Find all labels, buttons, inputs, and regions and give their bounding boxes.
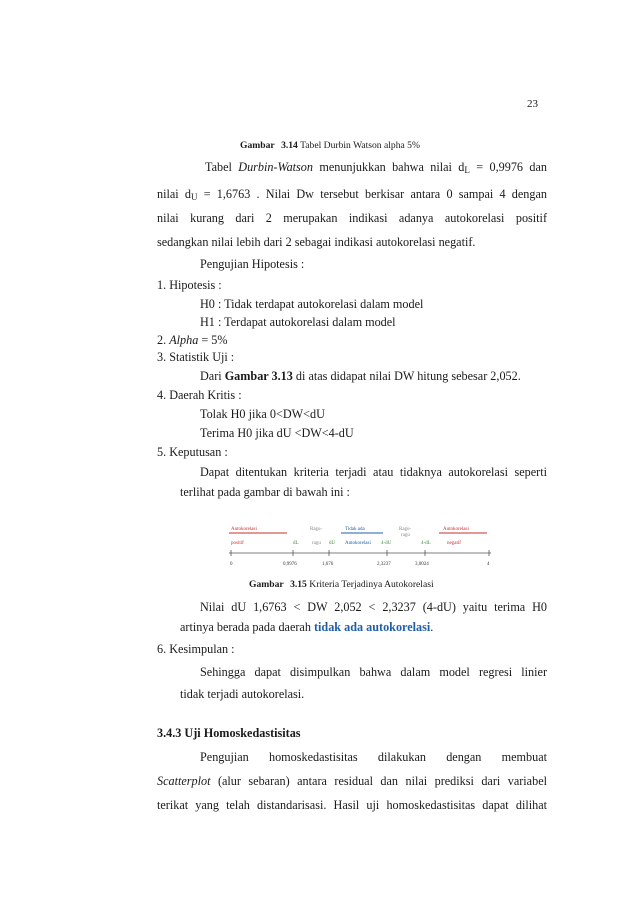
keputusan-line2: terlihat pada gambar di bawah ini :: [180, 485, 350, 499]
region-4-label-b: ragu: [401, 533, 410, 538]
keputusan-line1: Dapat ditentukan kriteria terjadi atau tidaknya autokorelasi seperti: [200, 465, 547, 479]
figure-caption-3-15: [249, 579, 434, 591]
caption-label: Gambar: [240, 140, 275, 151]
section-para-line2: Scatterplot (alur sebaran) antara residual dan nilai prediksi dari variabel: [157, 774, 547, 788]
para1-line1: Tabel Durbin-Watson menunjukkan bahwa nilai $d_L = 0,9976$ dan: [205, 160, 547, 175]
item-3-text: Dari Gambar 3.13 di atas didapat nilai DW hitung sebesar 2,052.: [200, 369, 521, 383]
item-4: 4. Daerah Kritis :: [157, 388, 242, 402]
tick-3-0024: 3,0024: [415, 562, 429, 567]
dw-criteria-diagram: [225, 524, 495, 572]
region-2-label-b: ragu: [312, 541, 321, 546]
marker-du: dU: [329, 541, 336, 546]
section-heading: 3.4.3 Uji Homoskedastisitas: [157, 726, 301, 740]
region-1-label-b: positif: [231, 541, 244, 546]
tick-0-9976: 0,9976: [283, 562, 297, 567]
tick-4: 4: [487, 562, 490, 567]
item-6: 6. Kesimpulan :: [157, 642, 235, 656]
region-3-label-b: Autokorelasi: [345, 541, 371, 546]
section-para-line1: Pengujian homoskedastisitas dilakukan dengan membuat: [200, 750, 547, 764]
h0-line: H0 : Tidak terdapat autokorelasi dalam model: [200, 297, 424, 311]
highlight-no-autocorrelation: tidak ada autokorelasi: [313, 620, 431, 634]
tolak-line: Tolak H0 jika 0<DW<dU: [200, 407, 325, 421]
page-number: 23: [527, 98, 538, 110]
item-5: 5. Keputusan :: [157, 445, 228, 459]
region-1-label-a: Autokorelasi: [231, 527, 257, 532]
para1-line3: nilai kurang dari 2 merupakan indikasi adanya autokorelasi positif: [157, 211, 547, 225]
kesimpulan-line2: tidak terjadi autokorelasi.: [180, 687, 305, 701]
item-2: 2. Alpha = 5%: [157, 333, 228, 347]
caption-title: Tabel Durbin Watson alpha 5%: [300, 140, 420, 151]
tick-2-3237: 2,3237: [377, 562, 391, 567]
caption-title: Kriteria Terjadinya Autokorelasi: [309, 579, 434, 590]
section-para-line3: terikat yang telah distandarisasi. Hasil uji homoskedastisitas dapat dilihat: [157, 798, 547, 812]
pengujian-heading: Pengujian Hipotesis :: [200, 257, 305, 271]
tick-1-676: 1,676: [322, 562, 334, 567]
region-5-label-a: Autokorelasi: [443, 527, 469, 532]
para1-line4: sedangkan nilai lebih dari 2 sebagai indikasi autokorelasi negatif.: [157, 235, 476, 249]
result-line2: artinya berada pada daerah tidak ada autokorelasi.: [180, 620, 434, 634]
item-3: 3. Statistik Uji :: [157, 350, 235, 364]
region-4-label-a: Ragu-: [399, 527, 412, 532]
result-line1: Nilai dU 1,6763 < DW 2,052 < 2,3237 (4-dU) yaitu terima H0: [200, 600, 547, 614]
tick-0: 0: [230, 562, 233, 567]
region-5-label-b: negatif: [447, 541, 461, 546]
terima-line: Terima H0 jika dU <DW<4-dU: [200, 426, 354, 440]
para1-line2: nilai $d_U = 1,6763$ . Nilai Dw tersebut berkisar antara 0 sampai 4 dengan: [157, 187, 547, 202]
caption-number: 3.15: [290, 579, 307, 590]
caption-number: 3.14: [281, 140, 298, 151]
kesimpulan-line1: Sehingga dapat disimpulkan bahwa dalam model regresi linier: [200, 665, 547, 679]
caption-label: Gambar: [249, 579, 284, 590]
marker-dl: dL: [293, 541, 299, 546]
figure-caption-3-14: [240, 140, 420, 152]
region-2-label-a: Ragu-: [310, 527, 323, 532]
item-1: 1. Hipotesis :: [157, 278, 222, 292]
h1-line: H1 : Terdapat autokorelasi dalam model: [200, 315, 396, 329]
region-3-label-a: Tidak ada: [345, 527, 365, 532]
marker-4du: 4-dU: [381, 541, 392, 546]
marker-4dl: 4-dL: [421, 541, 431, 546]
